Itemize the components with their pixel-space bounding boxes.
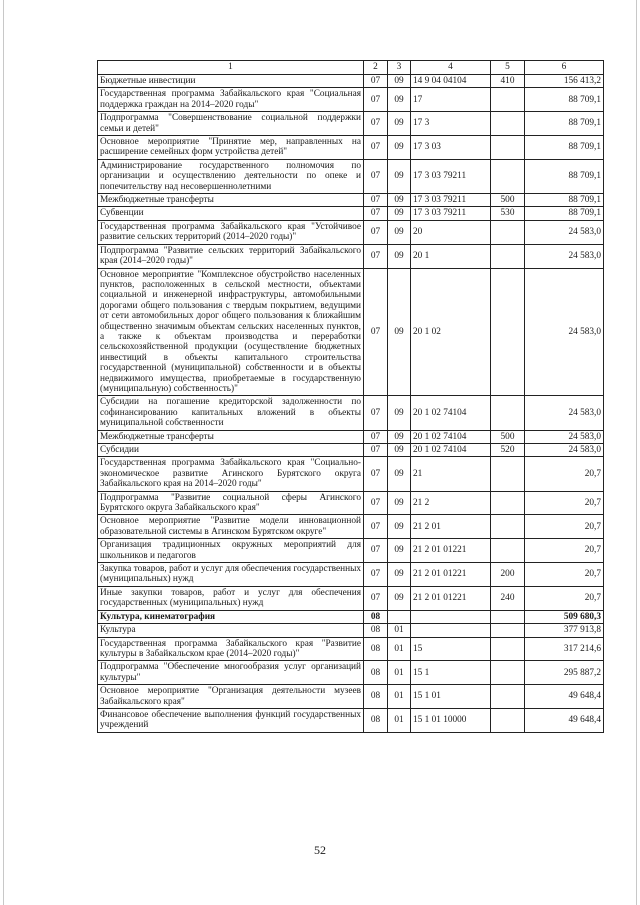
table-row [98, 75, 604, 88]
row-amount: 24 583,0 [525, 430, 604, 443]
row-name: Основное мероприятие "Комплексное обустройство населенных пунктов, расположенных в сельской местности, объектами социальной и инженерной инфраструктуры, автомобильными дорогами общего пользования с твердым покрытием, ведущими от сети автомобильных дорог общего пользования к ближайшим общественно значимым объектам сельских населенных пунктов, а также к объектам производства и переработки сельскохозяйственной продукции (осуществление бюджетных инвестиций в объекты капитального строительства государственной (муниципальной) собственности и в объекты недвижимого имущества, приобретаемые в государственную (муниципальную) собственность)" [98, 268, 364, 396]
row-target-article: 15 1 01 10000 [411, 708, 491, 732]
table-row [98, 661, 604, 685]
row-section: 07 [364, 430, 388, 443]
row-amount: 24 583,0 [525, 268, 604, 396]
row-section: 07 [364, 207, 388, 220]
row-subsection: 09 [388, 220, 411, 244]
row-section: 07 [364, 491, 388, 515]
column-header-name: 1 [98, 61, 364, 75]
row-name: Подпрограмма "Развитие социальной сферы Агинского Бурятского округа Забайкальского края" [98, 491, 364, 515]
row-subsection: 09 [388, 457, 411, 491]
row-section: 07 [364, 268, 388, 396]
row-target-article: 17 3 03 79211 [411, 159, 491, 193]
row-name: Межбюджетные трансферты [98, 430, 364, 443]
scan-edge-left [3, 0, 4, 905]
row-target-article: 20 1 02 74104 [411, 396, 491, 430]
row-amount: 20,7 [525, 586, 604, 610]
row-subsection: 09 [388, 430, 411, 443]
row-target-article: 15 1 [411, 661, 491, 685]
row-name: Культура, кинематография [98, 610, 364, 623]
table-row [98, 268, 604, 396]
row-section: 07 [364, 539, 388, 563]
row-section: 07 [364, 88, 388, 112]
row-target-article: 21 [411, 457, 491, 491]
row-target-article: 20 1 02 74104 [411, 444, 491, 457]
row-amount: 20,7 [525, 457, 604, 491]
table-body [98, 75, 604, 733]
table-row [98, 685, 604, 709]
row-subsection: 09 [388, 75, 411, 88]
row-expense-type [491, 88, 525, 112]
row-expense-type: 500 [491, 430, 525, 443]
row-target-article: 15 1 01 [411, 685, 491, 709]
row-subsection: 09 [388, 207, 411, 220]
table-row [98, 220, 604, 244]
row-amount: 20,7 [525, 491, 604, 515]
row-section: 07 [364, 586, 388, 610]
row-name: Межбюджетные трансферты [98, 194, 364, 207]
row-expense-type [491, 515, 525, 539]
row-name: Подпрограмма "Развитие сельских территорий Забайкальского края (2014–2020 годы)" [98, 244, 364, 268]
row-target-article: 17 3 03 79211 [411, 194, 491, 207]
row-name: Государственная программа Забайкальского края "Социально-экономическое развитие Агинского Бурятского округа Забайкальского края на 2014–2020 годы" [98, 457, 364, 491]
table-row [98, 708, 604, 732]
row-target-article: 17 3 03 [411, 136, 491, 160]
row-section: 08 [364, 637, 388, 661]
row-amount: 24 583,0 [525, 244, 604, 268]
row-name: Подпрограмма "Совершенствование социальной поддержки семьи и детей" [98, 112, 364, 136]
column-header-amount: 6 [525, 61, 604, 75]
row-name: Субсидии на погашение кредиторской задолженности по софинансированию капитальных вложений в объекты муниципальной собственности [98, 396, 364, 430]
row-amount: 88 709,1 [525, 112, 604, 136]
table-row [98, 136, 604, 160]
row-expense-type [491, 637, 525, 661]
row-section: 07 [364, 159, 388, 193]
row-name: Организация традиционных окружных мероприятий для школьников и педагогов [98, 539, 364, 563]
row-name: Государственная программа Забайкальского края "Развитие культуры в Забайкальском крае (2014–2020 годы)" [98, 637, 364, 661]
row-section: 08 [364, 610, 388, 623]
row-name: Государственная программа Забайкальского края "Социальная поддержка граждан на 2014–2020 годы" [98, 88, 364, 112]
row-expense-type [491, 244, 525, 268]
row-target-article: 15 [411, 637, 491, 661]
table-row [98, 112, 604, 136]
table-row [98, 444, 604, 457]
table-row [98, 586, 604, 610]
table-row [98, 159, 604, 193]
row-amount: 20,7 [525, 539, 604, 563]
table-row [98, 207, 604, 220]
row-section: 08 [364, 708, 388, 732]
column-header-expense-type: 5 [491, 61, 525, 75]
row-name: Финансовое обеспечение выполнения функций государственных учреждений [98, 708, 364, 732]
row-expense-type: 410 [491, 75, 525, 88]
row-target-article: 17 3 03 79211 [411, 207, 491, 220]
row-amount: 88 709,1 [525, 207, 604, 220]
row-expense-type [491, 708, 525, 732]
row-target-article: 14 9 04 04104 [411, 75, 491, 88]
row-section: 08 [364, 661, 388, 685]
row-amount: 20,7 [525, 563, 604, 587]
row-expense-type [491, 136, 525, 160]
row-subsection: 09 [388, 396, 411, 430]
row-section: 07 [364, 75, 388, 88]
row-name: Закупка товаров, работ и услуг для обеспечения государственных (муниципальных) нужд [98, 563, 364, 587]
row-section: 07 [364, 220, 388, 244]
row-expense-type [491, 268, 525, 396]
row-amount: 49 648,4 [525, 685, 604, 709]
row-subsection: 09 [388, 515, 411, 539]
row-name: Субвенции [98, 207, 364, 220]
row-target-article: 17 [411, 88, 491, 112]
row-name: Иные закупки товаров, работ и услуг для обеспечения государственных (муниципальных) нужд [98, 586, 364, 610]
row-expense-type: 500 [491, 194, 525, 207]
row-amount: 24 583,0 [525, 220, 604, 244]
page-number: 52 [314, 843, 326, 857]
row-target-article: 20 [411, 220, 491, 244]
row-amount: 20,7 [525, 515, 604, 539]
row-target-article: 17 3 [411, 112, 491, 136]
table-row [98, 244, 604, 268]
row-expense-type [491, 159, 525, 193]
row-subsection: 09 [388, 136, 411, 160]
row-expense-type: 240 [491, 586, 525, 610]
row-subsection: 01 [388, 685, 411, 709]
row-expense-type: 200 [491, 563, 525, 587]
table-row [98, 539, 604, 563]
row-amount: 24 583,0 [525, 396, 604, 430]
row-expense-type [491, 661, 525, 685]
row-subsection: 09 [388, 194, 411, 207]
row-section: 07 [364, 112, 388, 136]
row-name: Администрирование государственного полномочия по организации и осуществлению деятельности по опеке и попечительству над несовершеннолетними [98, 159, 364, 193]
row-target-article: 20 1 [411, 244, 491, 268]
table-row [98, 515, 604, 539]
row-target-article: 21 2 [411, 491, 491, 515]
row-section: 07 [364, 444, 388, 457]
row-name: Основное мероприятие "Организация деятельности музеев Забайкальского края" [98, 685, 364, 709]
row-subsection: 09 [388, 244, 411, 268]
table-row [98, 624, 604, 637]
row-expense-type [491, 685, 525, 709]
row-target-article: 20 1 02 74104 [411, 430, 491, 443]
row-name: Основное мероприятие "Развитие модели инновационной образовательной системы в Агинском Бурятском округе" [98, 515, 364, 539]
row-subsection: 09 [388, 268, 411, 396]
row-expense-type [491, 610, 525, 623]
row-expense-type: 520 [491, 444, 525, 457]
row-target-article [411, 610, 491, 623]
row-subsection: 09 [388, 159, 411, 193]
budget-table [97, 60, 604, 733]
row-target-article [411, 624, 491, 637]
column-header-target-article: 4 [411, 61, 491, 75]
row-subsection: 09 [388, 444, 411, 457]
row-subsection: 09 [388, 88, 411, 112]
row-target-article: 20 1 02 [411, 268, 491, 396]
row-section: 08 [364, 685, 388, 709]
row-name: Культура [98, 624, 364, 637]
table-row [98, 194, 604, 207]
row-section: 07 [364, 563, 388, 587]
row-amount: 88 709,1 [525, 88, 604, 112]
row-expense-type [491, 491, 525, 515]
table-row [98, 396, 604, 430]
row-name: Государственная программа Забайкальского края "Устойчивое развитие сельских территорий (2014–2020 годы)" [98, 220, 364, 244]
table-row [98, 637, 604, 661]
row-subsection: 01 [388, 661, 411, 685]
row-target-article: 21 2 01 01221 [411, 563, 491, 587]
row-subsection: 01 [388, 708, 411, 732]
row-subsection: 01 [388, 637, 411, 661]
row-subsection [388, 610, 411, 623]
row-section: 07 [364, 515, 388, 539]
table-row [98, 610, 604, 623]
row-subsection: 09 [388, 586, 411, 610]
row-subsection: 09 [388, 491, 411, 515]
row-amount: 88 709,1 [525, 136, 604, 160]
row-amount: 88 709,1 [525, 159, 604, 193]
row-section: 07 [364, 244, 388, 268]
row-amount: 88 709,1 [525, 194, 604, 207]
row-expense-type [491, 457, 525, 491]
row-expense-type [491, 539, 525, 563]
column-header-subsection: 3 [388, 61, 411, 75]
row-section: 07 [364, 457, 388, 491]
row-amount: 509 680,3 [525, 610, 604, 623]
scan-edge-right [636, 0, 637, 905]
row-expense-type [491, 396, 525, 430]
row-amount: 317 214,6 [525, 637, 604, 661]
row-expense-type [491, 220, 525, 244]
column-header-section: 2 [364, 61, 388, 75]
row-name: Основное мероприятие "Принятие мер, направленных на расширение семейных форм устройства детей" [98, 136, 364, 160]
table-row [98, 88, 604, 112]
row-section: 07 [364, 396, 388, 430]
row-target-article: 21 2 01 01221 [411, 539, 491, 563]
row-amount: 49 648,4 [525, 708, 604, 732]
row-amount: 156 413,2 [525, 75, 604, 88]
row-target-article: 21 2 01 01221 [411, 586, 491, 610]
row-name: Бюджетные инвестиции [98, 75, 364, 88]
table-row [98, 430, 604, 443]
row-subsection: 09 [388, 539, 411, 563]
row-amount: 24 583,0 [525, 444, 604, 457]
row-subsection: 09 [388, 112, 411, 136]
row-expense-type [491, 624, 525, 637]
row-amount: 295 887,2 [525, 661, 604, 685]
table-row [98, 563, 604, 587]
row-section: 08 [364, 624, 388, 637]
row-amount: 377 913,8 [525, 624, 604, 637]
table-header-row [98, 61, 604, 75]
row-expense-type: 530 [491, 207, 525, 220]
row-subsection: 09 [388, 563, 411, 587]
row-section: 07 [364, 136, 388, 160]
table-row [98, 457, 604, 491]
row-name: Субсидии [98, 444, 364, 457]
row-name: Подпрограмма "Обеспечение многообразия услуг организаций культуры" [98, 661, 364, 685]
row-subsection: 01 [388, 624, 411, 637]
row-expense-type [491, 112, 525, 136]
row-section: 07 [364, 194, 388, 207]
table-row [98, 491, 604, 515]
row-target-article: 21 2 01 [411, 515, 491, 539]
